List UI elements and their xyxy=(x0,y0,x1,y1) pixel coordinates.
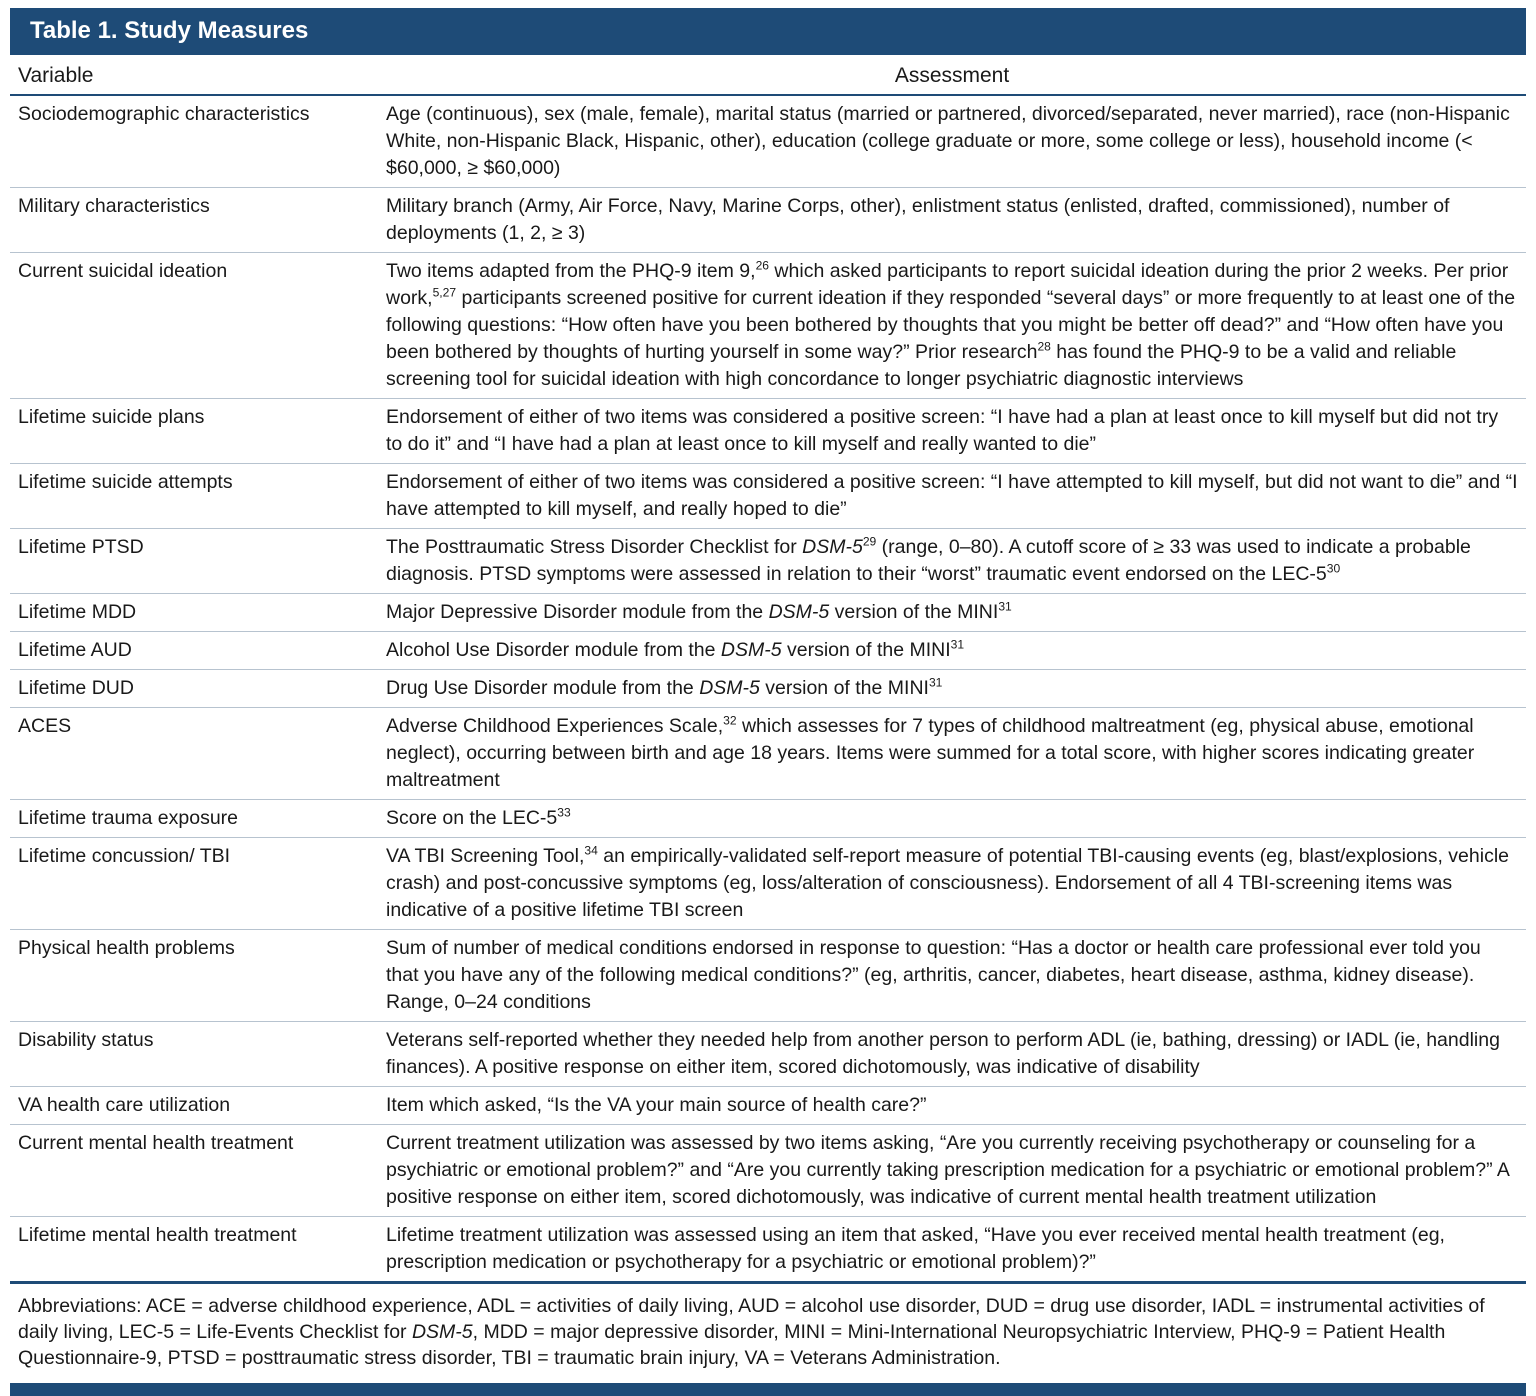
variable-cell: Lifetime mental health treatment xyxy=(18,1224,297,1246)
column-header-variable: Variable xyxy=(18,64,94,87)
assessment-cell: Adverse Childhood Experiences Scale,$^{32}$ which assesses for 7 types of childhood maltreatment (eg, physical abuse, emotional neglect), occurring between birth and age 18 years. Items were summed for a total score, with higher scores indicating greater maltreatment xyxy=(386,713,1475,791)
variable-cell: VA health care utilization xyxy=(18,1094,231,1116)
column-header-row xyxy=(10,55,1526,95)
table-row xyxy=(10,930,1526,1022)
assessment-cell: Military branch (Army, Air Force, Navy, Marine Corps, other), enlistment status (enlisted, drafted, commissioned), number of deployments (1, 2, ≥ 3) xyxy=(386,195,1450,244)
variable-cell: Lifetime concussion/ TBI xyxy=(18,845,231,867)
table-row xyxy=(10,632,1526,670)
assessment-cell: Current treatment utilization was assessed by two items asking, “Are you currently receiving psychotherapy or counseling for a psychiatric or emotional problem?” and “Are you currently taking prescription medication for a psychiatric or emotional problem?” A positive response on either item, scored dichotomously, was indicative of current mental health treatment utilization xyxy=(386,1132,1509,1208)
assessment-cell: Alcohol Use Disorder module from the DSM-5 version of the MINI$^{31}$ xyxy=(386,637,965,661)
assessment-cell: Endorsement of either of two items was considered a positive screen: “I have had a plan at least once to kill myself but did not try to do it” and “I have had a plan at least once to kill myself and really wanted to die” xyxy=(386,406,1499,455)
table-row xyxy=(10,1125,1526,1217)
assessment-cell: Drug Use Disorder module from the DSM-5 version of the MINI$^{31}$ xyxy=(386,675,943,699)
abbreviations-footnote: Abbreviations: ACE = adverse childhood experience, ADL = activities of daily living, AUD = alcohol use disorder, DUD = drug use disorder, IADL = instrumental activities of daily living, LEC-5 = Life-Events Checklist for DSM-5, MDD = major depressive disorder, MINI = Mini-International Neuropsychiatric Interview, PHQ-9 = Patient Health Questionnaire-9, PTSD = posttraumatic stress disorder, TBI = traumatic brain injury, VA = Veterans Administration. xyxy=(18,1295,1485,1369)
table-row xyxy=(10,1217,1526,1283)
variable-cell: Lifetime PTSD xyxy=(18,536,144,558)
study-measures-table xyxy=(10,55,1526,1284)
table-row xyxy=(10,1087,1526,1125)
assessment-cell: Item which asked, “Is the VA your main source of health care?” xyxy=(386,1094,927,1116)
table-row xyxy=(10,529,1526,594)
variable-cell: Physical health problems xyxy=(18,937,235,959)
table-title-bar xyxy=(10,8,1526,55)
variable-cell: Disability status xyxy=(18,1029,154,1051)
bottom-rule xyxy=(10,1383,1526,1396)
table-title: Table 1. Study Measures xyxy=(30,17,309,44)
table-row xyxy=(10,838,1526,930)
assessment-cell: Age (continuous), sex (male, female), marital status (married or partnered, divorced/separated, never married), race (non-Hispanic White, non-Hispanic Black, Hispanic, other), education (college graduate or more, some college or less), household income (< $60,000, ≥ $60,000) xyxy=(386,103,1510,179)
column-header-assessment: Assessment xyxy=(894,64,1010,87)
table-row xyxy=(10,670,1526,708)
assessment-cell: Lifetime treatment utilization was assessed using an item that asked, “Have you ever received mental health treatment (eg, prescription medication or psychotherapy for a psychiatric or emotional problem)?” xyxy=(386,1224,1445,1273)
variable-cell: Lifetime MDD xyxy=(18,601,137,623)
assessment-cell: Major Depressive Disorder module from the DSM-5 version of the MINI$^{31}$ xyxy=(386,599,1012,623)
table-body xyxy=(10,95,1526,1283)
table-row xyxy=(10,399,1526,464)
variable-cell: Military characteristics xyxy=(18,195,210,217)
assessment-cell: Endorsement of either of two items was considered a positive screen: “I have attempted to kill myself, but did not want to die” and “I have attempted to kill myself, and really hoped to die” xyxy=(386,471,1518,520)
variable-cell: Lifetime suicide plans xyxy=(18,406,205,428)
table-row xyxy=(10,253,1526,399)
table-row xyxy=(10,708,1526,800)
variable-cell: Sociodemographic characteristics xyxy=(18,103,310,125)
table-row xyxy=(10,464,1526,529)
assessment-cell: Veterans self-reported whether they needed help from another person to perform ADL (ie, bathing, dressing) or IADL (ie, handling finances). A positive response on either item, scored dichotomously, was indicative of disability xyxy=(386,1029,1500,1078)
table-row xyxy=(10,1022,1526,1087)
variable-cell: Lifetime AUD xyxy=(18,639,132,661)
variable-cell: Lifetime trauma exposure xyxy=(18,807,239,829)
variable-cell: Lifetime DUD xyxy=(18,677,134,699)
table-row xyxy=(10,800,1526,838)
variable-cell: ACES xyxy=(18,715,72,737)
assessment-cell: VA TBI Screening Tool,$^{34}$ an empirically-validated self-report measure of potential TBI-causing events (eg, blast/explosions, vehicle crash) and post-concussive symptoms (eg, loss/alteration of consciousness). Endorsement of all 4 TBI-screening items was indicative of a positive lifetime TBI screen xyxy=(386,843,1509,921)
table-row xyxy=(10,594,1526,632)
variable-cell: Lifetime suicide attempts xyxy=(18,471,233,493)
table-row xyxy=(10,95,1526,188)
variable-cell: Current suicidal ideation xyxy=(18,260,228,282)
assessment-cell: Score on the LEC-$5^{33}$ xyxy=(386,805,571,829)
variable-cell: Current mental health treatment xyxy=(18,1132,294,1154)
assessment-cell: Two items adapted from the PHQ-9 item 9,26 which asked participants to report suicidal ideation during the prior 2 weeks. Per prior work,$^{5,27}$ participants screened positive for current ideation if they responded “several days” or more frequently to at least one of the following questions: “How often have you been bothered by thoughts that you might be better off dead?” and “How often have you been bothered by thoughts of hurting yourself in some way?” Prior research$^{28}$ has found the PHQ-9 to be a valid and reliable screening tool for suicidal ideation with high concordance to longer psychiatric diagnostic interviews xyxy=(386,258,1516,390)
assessment-cell: Sum of number of medical conditions endorsed in response to question: “Has a doctor or health care professional ever told you that you have any of the following medical conditions?” (eg, arthritis, cancer, diabetes, heart disease, asthma, kidney disease). Range, 0–24 conditions xyxy=(386,937,1481,1013)
assessment-cell: The Posttraumatic Stress Disorder Checklist for DSM-$5^{29}$ (range, 0–80). A cutoff score of ≥ 33 was used to indicate a probable diagnosis. PTSD symptoms were assessed in relation to their “worst” traumatic event endorsed on the LEC-$5^{30}$ xyxy=(386,534,1471,585)
table-row xyxy=(10,188,1526,253)
